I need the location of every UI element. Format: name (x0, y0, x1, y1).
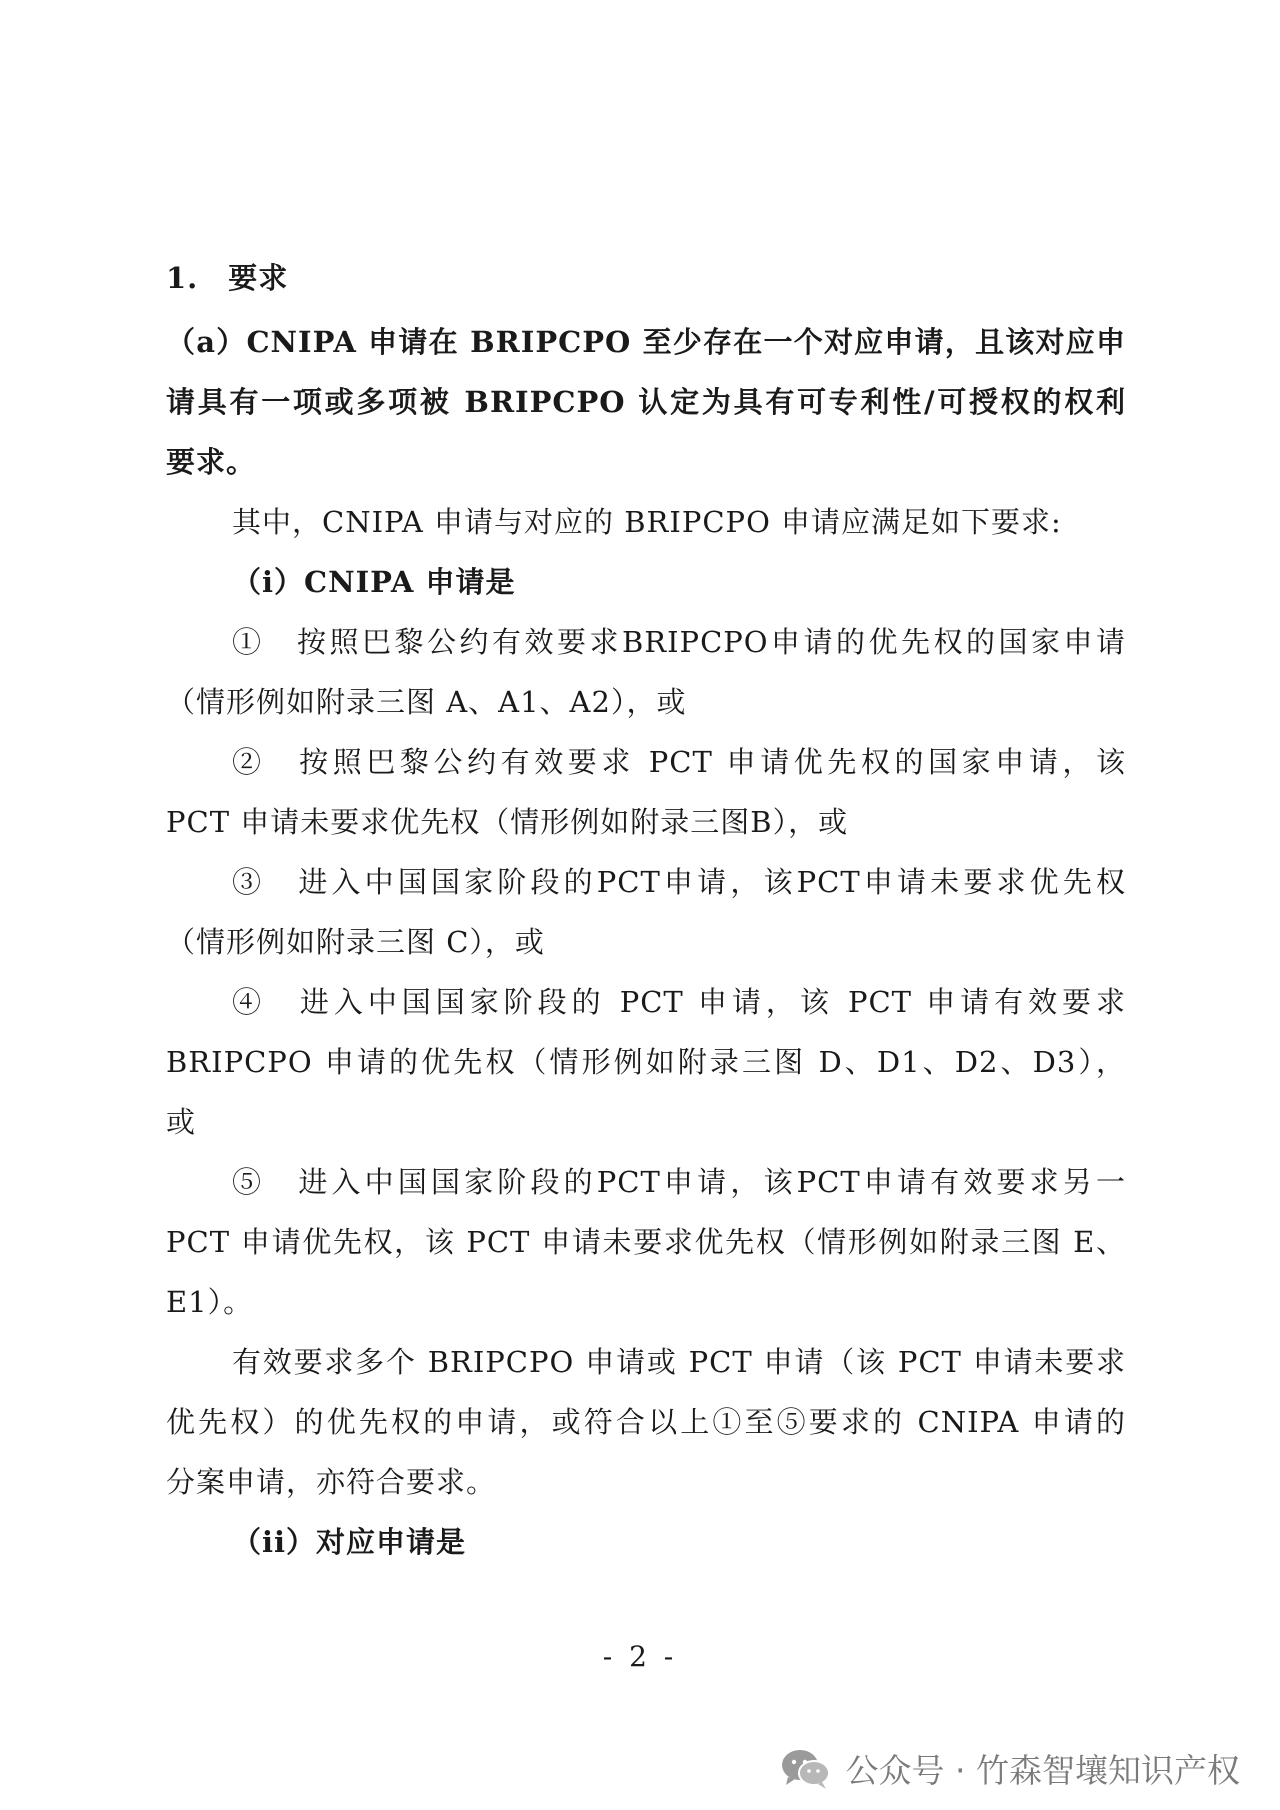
closing-line-3: 分案申请，亦符合要求。 (166, 1465, 497, 1499)
page-number: - 2 - (602, 1640, 678, 1673)
item-3-line-1: ③ 进入中国国家阶段的PCT申请，该PCT申请未要求优先权 (232, 865, 1126, 899)
intro-paragraph: 其中，CNIPA 申请与对应的 BRIPCPO 申请应满足如下要求: (232, 505, 1062, 539)
item-5-line-3: E1）。 (166, 1285, 254, 1319)
item-4-line-1: ④ 进入中国国家阶段的 PCT 申请，该 PCT 申请有效要求 (232, 985, 1126, 1019)
section-a-line-1: （a）CNIPA 申请在 BRIPCPO 至少存在一个对应申请，且该对应申 (166, 325, 1126, 359)
item-4-line-2: BRIPCPO 申请的优先权（情形例如附录三图 D、D1、D2、D3）， (166, 1045, 1126, 1079)
watermark-text: 公众号 · 竹森智壤知识产权 (845, 1751, 1240, 1790)
item-3-line-2: （情形例如附录三图 C），或 (166, 925, 545, 959)
item-5-line-1: ⑤ 进入中国国家阶段的PCT申请，该PCT申请有效要求另一 (232, 1165, 1126, 1199)
sub-i-title: （i）CNIPA 申请是 (232, 565, 516, 599)
item-4-line-3: 或 (166, 1105, 197, 1139)
item-2-line-1: ② 按照巴黎公约有效要求 PCT 申请优先权的国家申请，该 (232, 745, 1126, 779)
section-a-line-2: 请具有一项或多项被 BRIPCPO 认定为具有可专利性/可授权的权利 (166, 385, 1126, 419)
section-a-line-3: 要求。 (166, 445, 257, 479)
watermark (780, 1745, 1240, 1792)
closing-line-1: 有效要求多个 BRIPCPO 申请或 PCT 申请（该 PCT 申请未要求 (232, 1345, 1126, 1379)
item-5-line-2: PCT 申请优先权，该 PCT 申请未要求优先权（情形例如附录三图 E、 (166, 1225, 1126, 1259)
closing-line-2: 优先权）的优先权的申请，或符合以上①至⑤要求的 CNIPA 申请的 (166, 1405, 1126, 1439)
item-2-line-2: PCT 申请未要求优先权（情形例如附录三图B），或 (166, 805, 849, 839)
wechat-icon (780, 1747, 832, 1791)
item-1-line-2: （情形例如附录三图 A、A1、A2），或 (166, 685, 687, 719)
section-heading: 1. 要求 (166, 261, 289, 295)
item-1-line-1: ① 按照巴黎公约有效要求BRIPCPO申请的优先权的国家申请 (232, 625, 1126, 659)
sub-ii-title: （ii）对应申请是 (232, 1525, 467, 1559)
